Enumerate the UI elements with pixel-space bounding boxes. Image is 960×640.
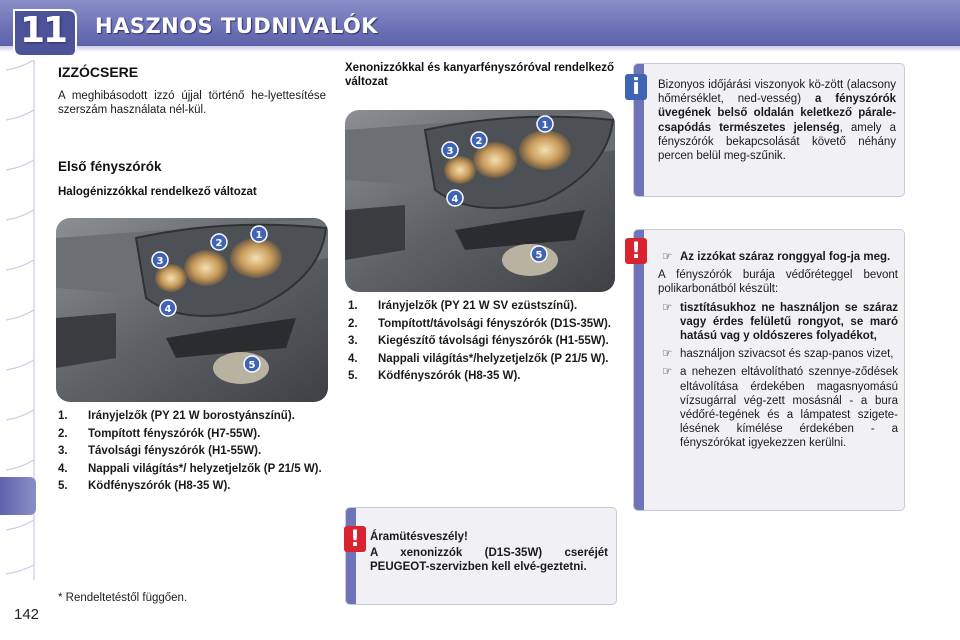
list-item: 2. Tompított/távolsági fényszórók (D1S-35W).	[348, 317, 612, 330]
svg-text:1: 1	[541, 120, 549, 131]
page-number: 142	[14, 606, 40, 623]
pointing-hand-icon: ☞	[662, 366, 673, 379]
list-item: 1. Irányjelzők (PY 21 W borostyánszínű).	[58, 410, 295, 422]
danger-text: A xenonizzók (D1S-35W) cseréjét PEUGEOT-szervizben kell elvé-geztetni.	[370, 547, 608, 574]
list-item: 3. Távolsági fényszórók (H1-55W).	[58, 445, 262, 457]
list-item: 2. Tompított fényszórók (H7-55W).	[58, 427, 261, 440]
info-text-c: , amely a fényszórók bekapcsolását követő néhány percen belül meg-szűnik.	[658, 121, 896, 163]
electric-shock-warning-box	[346, 508, 616, 604]
box-accent-bar	[634, 230, 644, 510]
svg-text:5: 5	[535, 250, 543, 261]
bulb-list-halogen	[58, 410, 328, 498]
svg-text:2: 2	[215, 238, 223, 249]
info-text-a: Bizonyos időjárási viszonyok kö-zött (alacsony hőmérséklet, ned-vesség)	[658, 79, 896, 106]
list-item: 4. Nappali világítás*/ helyzetjelzők (P 21/5 W).	[58, 462, 322, 475]
headlamp-care-warning-box	[634, 230, 904, 510]
svg-text:4: 4	[451, 194, 459, 205]
page-title: HASZNOS TUDNIVALÓK	[95, 14, 379, 38]
care-bullet: ☞ Az izzókat száraz ronggyal fog-ja meg.	[662, 251, 891, 263]
list-item: 3. Kiegészítő távolsági fényszórók (H1-55W).	[348, 335, 609, 347]
care-paragraph: A fényszórók burája védőréteggel bevont polikarbonátból készült:	[658, 269, 898, 296]
pointing-hand-icon: ☞	[662, 301, 673, 314]
section-heading: IZZÓCSERE	[58, 64, 139, 80]
list-item: 1. Irányjelzők (PY 21 W SV ezüstszínű).	[348, 300, 578, 312]
svg-text:1: 1	[255, 230, 263, 241]
chapter-number: 11	[20, 10, 67, 51]
svg-text:4: 4	[164, 304, 172, 315]
care-bullet: ☞ a nehezen eltávolítható szennye-ződések eltávolítása érdekében magasnyomású vízsugárral vég-zett mosásnál - a bura védőré-tegének és a lámpatest szigete-lésének kímélése érdekében - a fényszórókat igyekezzen kerülni.	[662, 366, 898, 450]
variant-title-xenon: Xenonizzókkal és kanyarfényszóróval rendelkező változat	[345, 62, 615, 88]
warning-icon: !	[625, 238, 647, 264]
svg-text:2: 2	[475, 136, 483, 147]
headlight-photo-xenon	[345, 110, 615, 292]
info-box	[634, 64, 904, 196]
footnote: * Rendeltetéstől függően.	[58, 592, 188, 604]
warning-icon: !	[344, 526, 366, 552]
pointing-hand-icon: ☞	[662, 348, 673, 361]
info-icon: i	[625, 74, 647, 100]
pointing-hand-icon: ☞	[662, 251, 673, 263]
variant-title-halogen: Halogénizzókkal rendelkező változat	[58, 186, 257, 198]
header-shadow	[0, 46, 960, 52]
subheading: Első fényszórók	[58, 159, 162, 174]
svg-text:5: 5	[248, 360, 256, 371]
svg-text:3: 3	[446, 146, 454, 157]
list-item: 5. Ködfényszórók (H8-35 W).	[348, 370, 521, 382]
chapter-margin-tab	[0, 477, 36, 515]
svg-text:3: 3	[156, 256, 164, 267]
intro-paragraph: A meghibásodott izzó újjal történő he-lyettesítése szerszám használata nél-kül.	[58, 90, 326, 116]
info-text-b: a fényszórók üvegének belső oldalán keletkező párale-csapódás természetes jelenség	[658, 93, 896, 134]
headlight-photo-halogen	[56, 218, 328, 402]
box-accent-bar	[346, 508, 356, 604]
list-item: 5. Ködfényszórók (H8-35 W).	[58, 480, 231, 492]
list-item: 4. Nappali világítás*/helyzetjelzők (P 21/5 W).	[348, 352, 609, 365]
bulb-list-xenon	[348, 300, 616, 388]
care-bullet: ☞ használjon szivacsot és szap-panos vizet,	[662, 348, 894, 361]
care-bullet: ☞ tisztításukhoz ne használjon se száraz vagy érdes felületű rongyot, se maró hatású vag y oldószeres folyadékot,	[662, 301, 898, 343]
danger-title: Áramütésveszély!	[370, 531, 468, 543]
